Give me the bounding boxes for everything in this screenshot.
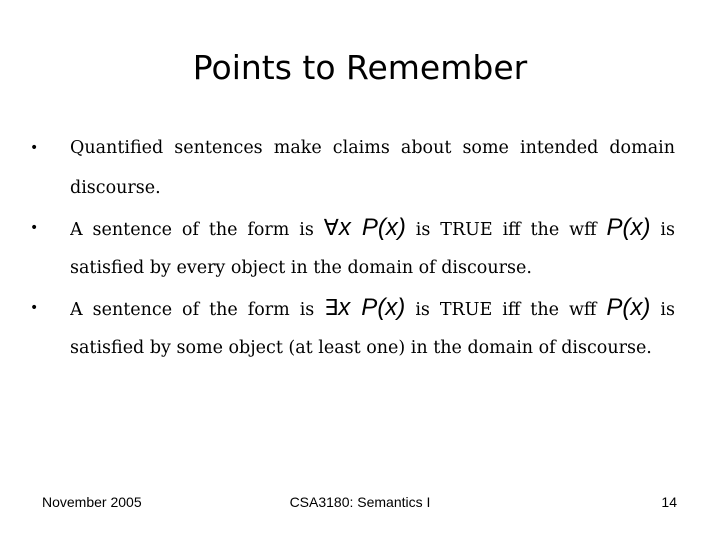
bullet-list: [30, 128, 675, 368]
bullet-dot-icon: •: [30, 300, 39, 316]
bullet-2-line-2: satisfied by every object in the domain of discourse.: [70, 258, 532, 278]
bullet-3-line-1: [70, 288, 675, 328]
bullet-3-mid: is TRUE iff the wff: [415, 300, 597, 320]
bullet-dot-icon: •: [30, 220, 39, 236]
bullet-2-post: is: [660, 220, 675, 240]
bullet-2-line-1: [70, 208, 675, 248]
bullet-3-formula: x P(x): [338, 294, 406, 321]
exists-symbol: ∃: [324, 296, 339, 321]
bullet-3-pre: A sentence of the form is: [70, 300, 315, 320]
bullet-item-2: [30, 208, 675, 288]
bullet-2-pre: A sentence of the form is: [70, 220, 314, 240]
bullet-3-wff: P(x): [606, 294, 651, 321]
bullet-3-line-2: satisfied by some object (at least one) in the domain of discourse.: [70, 338, 652, 358]
footer-date: November 2005: [42, 494, 142, 510]
slide-title: Points to Remember: [192, 48, 528, 87]
footer-course: CSA3180: Semantics I: [289, 494, 431, 510]
bullet-dot-icon: •: [30, 140, 39, 156]
bullet-item-1: [30, 128, 675, 208]
bullet-item-3: [30, 288, 675, 368]
bullet-3-post: is: [660, 300, 675, 320]
bullet-2-mid: is TRUE iff the wff: [415, 220, 597, 240]
forall-symbol: ∀: [323, 216, 339, 241]
bullet-2-wff: P(x): [606, 214, 651, 241]
bullet-2-formula: x P(x): [338, 214, 406, 241]
footer-page-number: 14: [661, 494, 677, 510]
bullet-1-line-2: discourse.: [70, 178, 161, 198]
bullet-1-line-1: Quantified sentences make claims about some intended domain: [70, 138, 675, 158]
